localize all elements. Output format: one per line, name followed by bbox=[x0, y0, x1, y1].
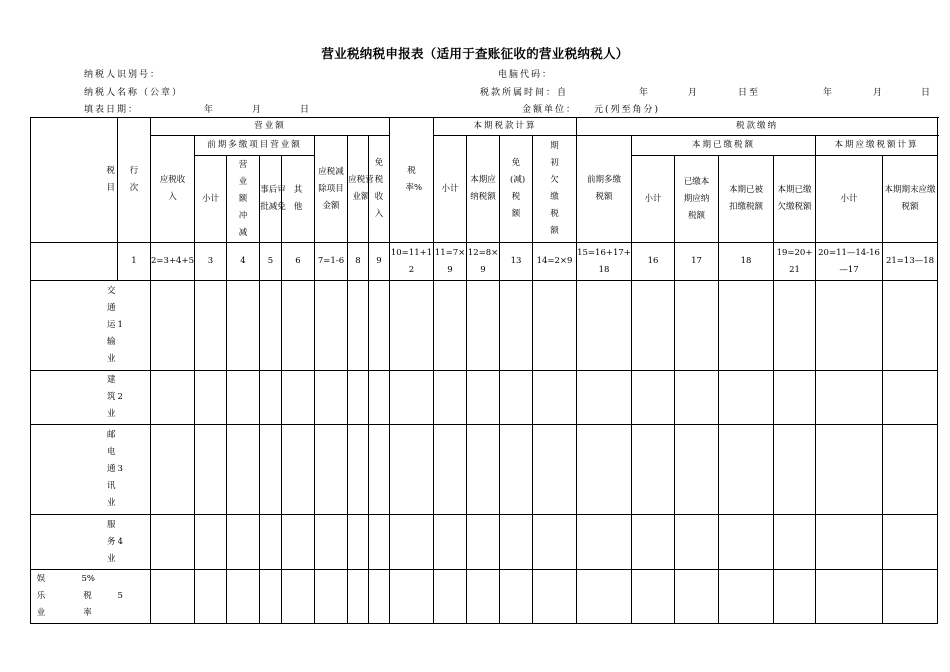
input-cell[interactable] bbox=[282, 425, 315, 515]
input-cell[interactable] bbox=[675, 515, 719, 570]
row-tax-item: 交通运输业 bbox=[31, 281, 118, 371]
post-approval-header: 事后审批减免 bbox=[260, 156, 282, 243]
input-cell[interactable] bbox=[632, 515, 675, 570]
deduction-header: 应税减除项目金额 bbox=[315, 136, 348, 243]
revenue-header: 营业额 bbox=[151, 118, 390, 136]
taxable-revenue-header: 应税营业额 bbox=[348, 136, 369, 243]
formula-cell: 7=1-6 bbox=[315, 243, 348, 281]
period-start-year: 年 bbox=[639, 88, 651, 98]
revenue-offset-header: 营业额冲减 bbox=[227, 156, 260, 243]
row-line-no: 3 bbox=[118, 425, 151, 515]
period-start-month: 月 bbox=[688, 88, 700, 98]
formula-cell: 5 bbox=[260, 243, 282, 281]
tax-item-header: 税目 bbox=[31, 118, 118, 243]
input-cell[interactable] bbox=[434, 570, 467, 624]
period-end-day: 日 bbox=[921, 88, 933, 98]
formula-cell: 8 bbox=[348, 243, 369, 281]
input-cell[interactable] bbox=[260, 515, 282, 570]
input-cell[interactable] bbox=[675, 281, 719, 371]
input-cell[interactable] bbox=[577, 570, 632, 624]
formula-blank bbox=[31, 243, 118, 281]
input-cell[interactable] bbox=[500, 515, 533, 570]
exempt-tax-header: 免(减)税额 bbox=[500, 136, 533, 243]
formula-cell: 14=2×9 bbox=[533, 243, 577, 281]
prior-group-header: 前期多缴项目营业额 bbox=[195, 136, 315, 156]
current-payable-header: 本期应纳税额 bbox=[467, 136, 500, 243]
input-cell[interactable] bbox=[390, 515, 434, 570]
fill-date-year: 年 bbox=[204, 105, 216, 115]
fill-date-day: 日 bbox=[300, 105, 312, 115]
input-cell[interactable] bbox=[774, 570, 816, 624]
prior-overpaid-header: 前期多缴税额 bbox=[577, 136, 632, 243]
input-cell[interactable] bbox=[675, 570, 719, 624]
input-cell[interactable] bbox=[500, 570, 533, 624]
formula-cell: 20=11—14-16—17 bbox=[816, 243, 883, 281]
input-cell[interactable] bbox=[774, 425, 816, 515]
paid-arrears-header: 本期已缴欠缴税额 bbox=[774, 156, 816, 243]
input-cell[interactable] bbox=[260, 371, 282, 425]
row-tax-rate: 5%税率 bbox=[81, 574, 95, 618]
end-payable-header: 本期期末应缴税额 bbox=[883, 156, 938, 243]
current-subtotal-header: 小计 bbox=[434, 136, 467, 243]
formula-cell: 18 bbox=[719, 243, 774, 281]
input-cell[interactable] bbox=[719, 570, 774, 624]
input-cell[interactable] bbox=[774, 281, 816, 371]
prior-subtotal-header: 小计 bbox=[195, 156, 227, 243]
formula-cell: 19=20+21 bbox=[774, 243, 816, 281]
input-cell[interactable] bbox=[348, 371, 369, 425]
input-cell[interactable] bbox=[883, 371, 938, 425]
input-cell[interactable] bbox=[227, 425, 260, 515]
formula-cell: 17 bbox=[675, 243, 719, 281]
input-cell[interactable] bbox=[533, 281, 577, 371]
table-row bbox=[31, 515, 938, 570]
input-cell[interactable] bbox=[816, 425, 883, 515]
fill-date-month: 月 bbox=[252, 105, 264, 115]
input-cell[interactable] bbox=[227, 281, 260, 371]
input-cell[interactable] bbox=[151, 281, 195, 371]
input-cell[interactable] bbox=[467, 371, 500, 425]
row-line-no: 4 bbox=[118, 515, 151, 570]
input-cell[interactable] bbox=[632, 371, 675, 425]
formula-cell: 6 bbox=[282, 243, 315, 281]
input-cell[interactable] bbox=[533, 425, 577, 515]
input-cell[interactable] bbox=[816, 570, 883, 624]
input-cell[interactable] bbox=[719, 425, 774, 515]
input-cell[interactable] bbox=[151, 570, 195, 624]
input-cell[interactable] bbox=[195, 570, 227, 624]
input-cell[interactable] bbox=[315, 281, 348, 371]
input-cell[interactable] bbox=[260, 281, 282, 371]
input-cell[interactable] bbox=[533, 371, 577, 425]
input-cell[interactable] bbox=[434, 515, 467, 570]
input-cell[interactable] bbox=[500, 371, 533, 425]
input-cell[interactable] bbox=[816, 371, 883, 425]
input-cell[interactable] bbox=[227, 515, 260, 570]
table-row bbox=[31, 425, 938, 515]
formula-cell: 10=11+12 bbox=[390, 243, 434, 281]
input-cell[interactable] bbox=[774, 371, 816, 425]
input-cell[interactable] bbox=[195, 281, 227, 371]
line-no-header: 行次 bbox=[118, 118, 151, 243]
taxpayer-id-label: 纳税人识别号： bbox=[84, 70, 162, 80]
input-cell[interactable] bbox=[467, 281, 500, 371]
input-cell[interactable] bbox=[675, 425, 719, 515]
input-cell[interactable] bbox=[390, 570, 434, 624]
input-cell[interactable] bbox=[577, 281, 632, 371]
exempt-income-header: 免税收入 bbox=[369, 136, 390, 243]
input-cell[interactable] bbox=[577, 371, 632, 425]
tax-period-label: 税款所属时间：自 bbox=[480, 88, 569, 98]
formula-cell: 13 bbox=[500, 243, 533, 281]
input-cell[interactable] bbox=[369, 425, 390, 515]
input-cell[interactable] bbox=[434, 371, 467, 425]
input-cell[interactable] bbox=[315, 570, 348, 624]
period-end-month: 月 bbox=[873, 88, 885, 98]
formula-cell: 4 bbox=[227, 243, 260, 281]
input-cell[interactable] bbox=[500, 281, 533, 371]
input-cell[interactable] bbox=[348, 570, 369, 624]
amount-unit-value: 元(列至角分) bbox=[594, 105, 661, 115]
input-cell[interactable] bbox=[533, 515, 577, 570]
table-row bbox=[31, 281, 938, 371]
period-start-day-to: 日至 bbox=[738, 88, 761, 98]
input-cell[interactable] bbox=[260, 570, 282, 624]
row-line-no: 1 bbox=[118, 281, 151, 371]
input-cell[interactable] bbox=[883, 570, 938, 624]
input-cell[interactable] bbox=[883, 515, 938, 570]
amount-unit-label: 金额单位： bbox=[522, 105, 578, 115]
input-cell[interactable] bbox=[195, 515, 227, 570]
input-cell[interactable] bbox=[282, 281, 315, 371]
input-cell[interactable] bbox=[467, 570, 500, 624]
form-title: 营业税纳税申报表（适用于查账征收的营业税纳税人） bbox=[321, 46, 629, 61]
input-cell[interactable] bbox=[390, 371, 434, 425]
row-tax-item: 娱乐业 5%税率 bbox=[31, 570, 96, 624]
input-cell[interactable] bbox=[774, 515, 816, 570]
payable-subtotal-header: 小计 bbox=[816, 156, 883, 243]
payable-group-header: 本期应缴税额计算 bbox=[816, 136, 938, 156]
input-cell[interactable] bbox=[467, 425, 500, 515]
row-line-no: 2 bbox=[118, 371, 151, 425]
period-end-year: 年 bbox=[823, 88, 835, 98]
row-tax-item: 服务业 bbox=[31, 515, 118, 570]
input-cell[interactable] bbox=[151, 371, 195, 425]
formula-cell: 12=8×9 bbox=[467, 243, 500, 281]
formula-cell: 2=3+4+5 bbox=[151, 243, 195, 281]
tax-rate-header: 税率% bbox=[390, 118, 434, 243]
input-cell[interactable] bbox=[282, 570, 315, 624]
paid-current-header: 已缴本期应纳税额 bbox=[675, 156, 719, 243]
input-cell[interactable] bbox=[577, 515, 632, 570]
input-cell[interactable] bbox=[282, 371, 315, 425]
input-cell[interactable] bbox=[195, 425, 227, 515]
input-cell[interactable] bbox=[390, 281, 434, 371]
table-row bbox=[31, 570, 938, 624]
withheld-header: 本期已被扣缴税额 bbox=[719, 156, 774, 243]
formula-cell: 11=7×9 bbox=[434, 243, 467, 281]
input-cell[interactable] bbox=[434, 425, 467, 515]
opening-arrears-header: 期初欠缴税额 bbox=[533, 136, 577, 243]
input-cell[interactable] bbox=[195, 371, 227, 425]
taxpayer-name-label: 纳税人名称（公章） bbox=[84, 88, 184, 98]
input-cell[interactable] bbox=[632, 570, 675, 624]
computer-code-label: 电脑代码： bbox=[498, 70, 554, 80]
input-cell[interactable] bbox=[227, 570, 260, 624]
input-cell[interactable] bbox=[315, 371, 348, 425]
formula-cell: 21=13—18 bbox=[883, 243, 938, 281]
other-header: 其他 bbox=[282, 156, 315, 243]
input-cell[interactable] bbox=[348, 281, 369, 371]
row-tax-item: 邮电通讯业 bbox=[31, 425, 118, 515]
input-cell[interactable] bbox=[816, 515, 883, 570]
input-cell[interactable] bbox=[719, 281, 774, 371]
formula-cell: 9 bbox=[369, 243, 390, 281]
input-cell[interactable] bbox=[675, 371, 719, 425]
current-calc-header: 本期税款计算 bbox=[434, 118, 577, 136]
formula-cell: 3 bbox=[195, 243, 227, 281]
input-cell[interactable] bbox=[533, 570, 577, 624]
input-cell[interactable] bbox=[151, 425, 195, 515]
input-cell[interactable] bbox=[227, 371, 260, 425]
input-cell[interactable] bbox=[369, 281, 390, 371]
input-cell[interactable] bbox=[816, 281, 883, 371]
input-cell[interactable] bbox=[369, 570, 390, 624]
taxable-income-header: 应税收入 bbox=[151, 136, 195, 243]
input-cell[interactable] bbox=[348, 515, 369, 570]
tax-return-table bbox=[30, 117, 938, 624]
input-cell[interactable] bbox=[883, 425, 938, 515]
input-cell[interactable] bbox=[348, 425, 369, 515]
input-cell[interactable] bbox=[315, 515, 348, 570]
input-cell[interactable] bbox=[719, 515, 774, 570]
input-cell[interactable] bbox=[632, 281, 675, 371]
fill-date-label: 填表日期： bbox=[84, 105, 140, 115]
input-cell[interactable] bbox=[369, 371, 390, 425]
input-cell[interactable] bbox=[390, 425, 434, 515]
input-cell[interactable] bbox=[883, 281, 938, 371]
formula-cell: 15=16+17+18 bbox=[577, 243, 632, 281]
formula-row bbox=[31, 243, 938, 281]
formula-cell: 1 bbox=[118, 243, 151, 281]
input-cell[interactable] bbox=[467, 515, 500, 570]
table-row bbox=[31, 371, 938, 425]
paid-subtotal-header: 小计 bbox=[632, 156, 675, 243]
input-cell[interactable] bbox=[151, 515, 195, 570]
row-line-no: 5 bbox=[118, 570, 151, 624]
row-tax-item: 建筑业 bbox=[31, 371, 118, 425]
input-cell[interactable] bbox=[315, 425, 348, 515]
input-cell[interactable] bbox=[577, 425, 632, 515]
input-cell[interactable] bbox=[719, 371, 774, 425]
input-cell[interactable] bbox=[500, 425, 533, 515]
paid-group-header: 本期已缴税额 bbox=[632, 136, 816, 156]
formula-cell: 16 bbox=[632, 243, 675, 281]
input-cell[interactable] bbox=[260, 425, 282, 515]
input-cell[interactable] bbox=[434, 281, 467, 371]
input-cell[interactable] bbox=[282, 515, 315, 570]
input-cell[interactable] bbox=[632, 425, 675, 515]
tax-payment-header: 税款缴纳 bbox=[577, 118, 938, 136]
input-cell[interactable] bbox=[369, 515, 390, 570]
